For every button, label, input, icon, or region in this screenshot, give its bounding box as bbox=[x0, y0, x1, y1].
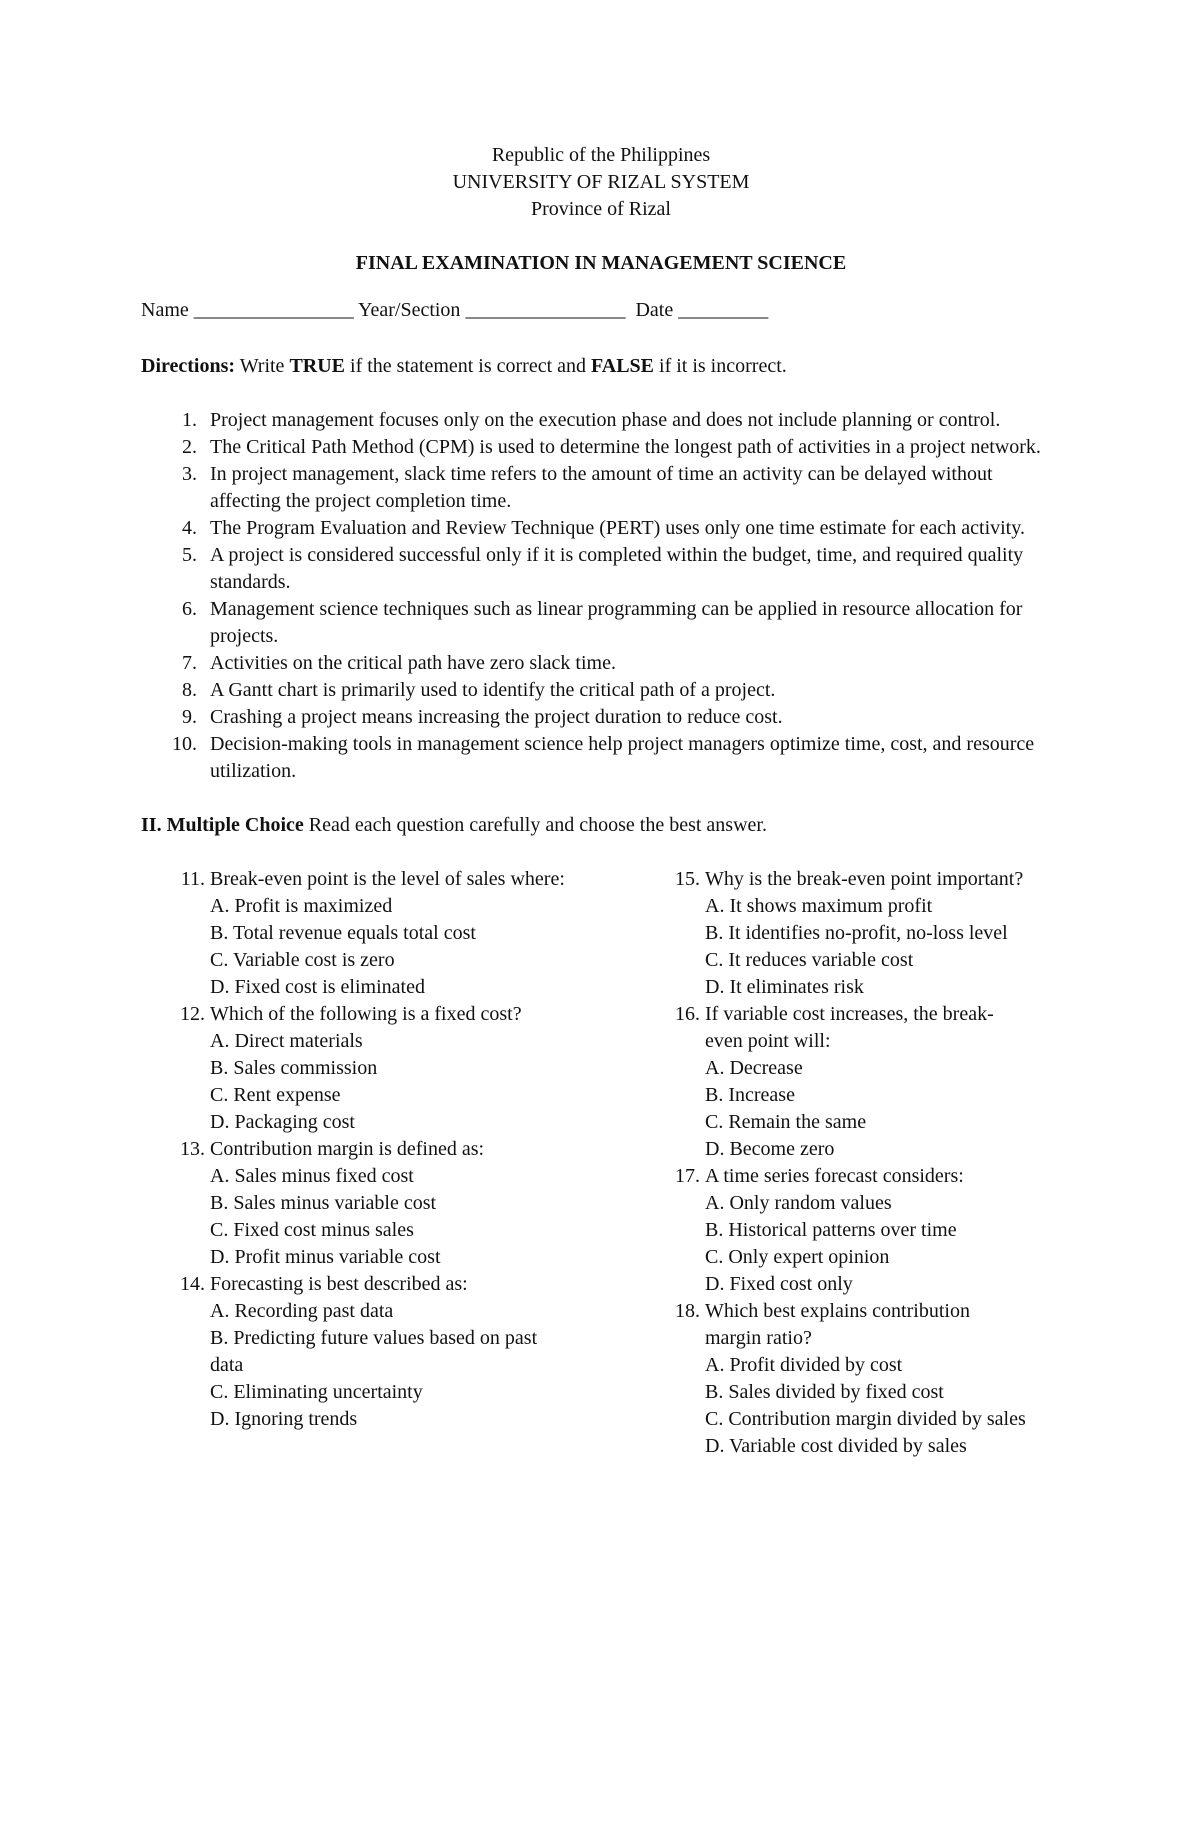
directions-label: Directions: bbox=[141, 355, 236, 377]
mc-heading-label: II. Multiple Choice bbox=[141, 814, 304, 836]
directions-text-2: if the statement is correct and bbox=[345, 355, 592, 377]
question-text: Forecasting is best described as: bbox=[210, 1273, 468, 1295]
question-text: Break-even point is the level of sales where: bbox=[210, 868, 565, 890]
question-text: Contribution margin is defined as: bbox=[210, 1138, 485, 1160]
option-b: B. Historical patterns over time bbox=[705, 1219, 957, 1241]
question-number: 18. bbox=[675, 1300, 700, 1322]
option-b: B. Sales commission bbox=[210, 1057, 378, 1079]
item-number: 7. bbox=[182, 652, 197, 674]
directions-text-1: Write bbox=[235, 355, 290, 377]
option-a: A. Decrease bbox=[705, 1057, 803, 1079]
question-number: 16. bbox=[675, 1003, 700, 1025]
option-c: C. Eliminating uncertainty bbox=[210, 1381, 423, 1403]
name-label: Name bbox=[141, 299, 189, 321]
header-province: Province of Rizal bbox=[531, 198, 671, 220]
multiple-choice-heading bbox=[141, 812, 1061, 839]
mc-heading-text: Read each question carefully and choose the best answer. bbox=[303, 814, 767, 836]
question-number: 17. bbox=[675, 1165, 700, 1187]
question-text: If variable cost increases, the break-even point will: bbox=[705, 1003, 994, 1052]
option-a: A. Only random values bbox=[705, 1192, 892, 1214]
question-item bbox=[141, 866, 566, 1001]
question-item bbox=[141, 1271, 566, 1433]
exam-page bbox=[141, 142, 1061, 1460]
item-number: 10. bbox=[172, 733, 197, 755]
list-item bbox=[141, 596, 1061, 650]
item-number: 8. bbox=[182, 679, 197, 701]
option-b: B. Sales divided by fixed cost bbox=[705, 1381, 944, 1403]
list-item bbox=[141, 677, 1061, 704]
option-d: D. Become zero bbox=[705, 1138, 835, 1160]
question-number: 13. bbox=[180, 1138, 205, 1160]
directions-text-3: if it is incorrect. bbox=[654, 355, 787, 377]
item-number: 2. bbox=[182, 436, 197, 458]
item-text: Management science techniques such as linear programming can be applied in resource allocation for projects. bbox=[210, 598, 1023, 647]
option-a: A. Profit divided by cost bbox=[705, 1354, 903, 1376]
item-text: The Critical Path Method (CPM) is used to determine the longest path of activities in a project network. bbox=[210, 436, 1041, 458]
question-text: A time series forecast considers: bbox=[705, 1165, 964, 1187]
student-info-line bbox=[141, 297, 1061, 324]
list-item bbox=[141, 407, 1061, 434]
option-b: B. Predicting future values based on past data bbox=[210, 1327, 538, 1376]
list-item bbox=[141, 731, 1061, 785]
option-b: B. Sales minus variable cost bbox=[210, 1192, 437, 1214]
option-a: A. Profit is maximized bbox=[210, 895, 393, 917]
item-number: 6. bbox=[182, 598, 197, 620]
option-d: D. Variable cost divided by sales bbox=[705, 1435, 967, 1457]
list-item bbox=[141, 704, 1061, 731]
true-false-list bbox=[141, 407, 1061, 785]
option-c: C. Remain the same bbox=[705, 1111, 867, 1133]
option-c: C. Rent expense bbox=[210, 1084, 341, 1106]
mc-right-column bbox=[636, 866, 1026, 1460]
question-item bbox=[141, 1001, 566, 1136]
item-text: A Gantt chart is primarily used to identify the critical path of a project. bbox=[210, 679, 776, 701]
question-text: Why is the break-even point important? bbox=[705, 868, 1024, 890]
section-blank: ________________ bbox=[465, 299, 626, 321]
item-number: 1. bbox=[182, 409, 197, 431]
option-c: C. Contribution margin divided by sales bbox=[705, 1408, 1026, 1430]
mc-left-column bbox=[141, 866, 566, 1460]
false-word: FALSE bbox=[591, 355, 655, 377]
list-item bbox=[141, 515, 1061, 542]
header-country: Republic of the Philippines bbox=[491, 144, 711, 166]
question-item bbox=[636, 1298, 1026, 1460]
option-a: A. Recording past data bbox=[210, 1300, 394, 1322]
option-d: D. Ignoring trends bbox=[210, 1408, 358, 1430]
item-text: The Program Evaluation and Review Technique (PERT) uses only one time estimate for each activity. bbox=[210, 517, 1025, 539]
option-d: D. Packaging cost bbox=[210, 1111, 355, 1133]
item-number: 5. bbox=[182, 544, 197, 566]
option-b: B. Increase bbox=[705, 1084, 795, 1106]
option-a: A. Direct materials bbox=[210, 1030, 363, 1052]
date-blank: _________ bbox=[678, 299, 769, 321]
list-item bbox=[141, 434, 1061, 461]
question-number: 14. bbox=[180, 1273, 205, 1295]
document-header bbox=[141, 142, 1061, 223]
question-text: Which of the following is a fixed cost? bbox=[210, 1003, 522, 1025]
item-text: Project management focuses only on the execution phase and does not include planning or control. bbox=[210, 409, 1001, 431]
question-text: Which best explains contribution margin ratio? bbox=[705, 1300, 970, 1349]
item-number: 4. bbox=[182, 517, 197, 539]
item-text: Decision-making tools in management science help project managers optimize time, cost, and resource utilization. bbox=[210, 733, 1035, 782]
option-b: B. It identifies no-profit, no-loss level bbox=[705, 922, 1008, 944]
question-item bbox=[141, 1136, 566, 1271]
directions bbox=[141, 353, 1061, 380]
true-word: TRUE bbox=[289, 355, 346, 377]
header-university: UNIVERSITY OF RIZAL SYSTEM bbox=[452, 171, 750, 193]
option-d: D. It eliminates risk bbox=[705, 976, 864, 998]
list-item bbox=[141, 650, 1061, 677]
option-c: C. Fixed cost minus sales bbox=[210, 1219, 414, 1241]
option-c: C. It reduces variable cost bbox=[705, 949, 914, 971]
question-item bbox=[636, 1163, 1026, 1298]
list-item bbox=[141, 542, 1061, 596]
item-text: Activities on the critical path have zero slack time. bbox=[210, 652, 616, 674]
option-a: A. Sales minus fixed cost bbox=[210, 1165, 414, 1187]
option-d: D. Profit minus variable cost bbox=[210, 1246, 441, 1268]
name-blank: ________________ bbox=[193, 299, 354, 321]
item-number: 3. bbox=[182, 463, 197, 485]
question-number: 11. bbox=[180, 868, 205, 890]
option-a: A. It shows maximum profit bbox=[705, 895, 933, 917]
question-item bbox=[636, 866, 1026, 1001]
item-text: Crashing a project means increasing the project duration to reduce cost. bbox=[210, 706, 783, 728]
list-item bbox=[141, 461, 1061, 515]
item-text: In project management, slack time refers to the amount of time an activity can be delayed without affecting the project completion time. bbox=[210, 463, 993, 512]
multiple-choice-section bbox=[141, 866, 1061, 1460]
item-text: A project is considered successful only if it is completed within the budget, time, and required quality standards. bbox=[210, 544, 1024, 593]
question-item bbox=[636, 1001, 1026, 1163]
section-label: Year/Section bbox=[358, 299, 461, 321]
option-b: B. Total revenue equals total cost bbox=[210, 922, 476, 944]
question-number: 15. bbox=[675, 868, 700, 890]
exam-title: FINAL EXAMINATION IN MANAGEMENT SCIENCE bbox=[355, 252, 847, 274]
option-d: D. Fixed cost is eliminated bbox=[210, 976, 425, 998]
option-d: D. Fixed cost only bbox=[705, 1273, 853, 1295]
option-c: C. Variable cost is zero bbox=[210, 949, 395, 971]
item-number: 9. bbox=[182, 706, 197, 728]
question-number: 12. bbox=[180, 1003, 205, 1025]
date-label: Date bbox=[635, 299, 674, 321]
option-c: C. Only expert opinion bbox=[705, 1246, 890, 1268]
